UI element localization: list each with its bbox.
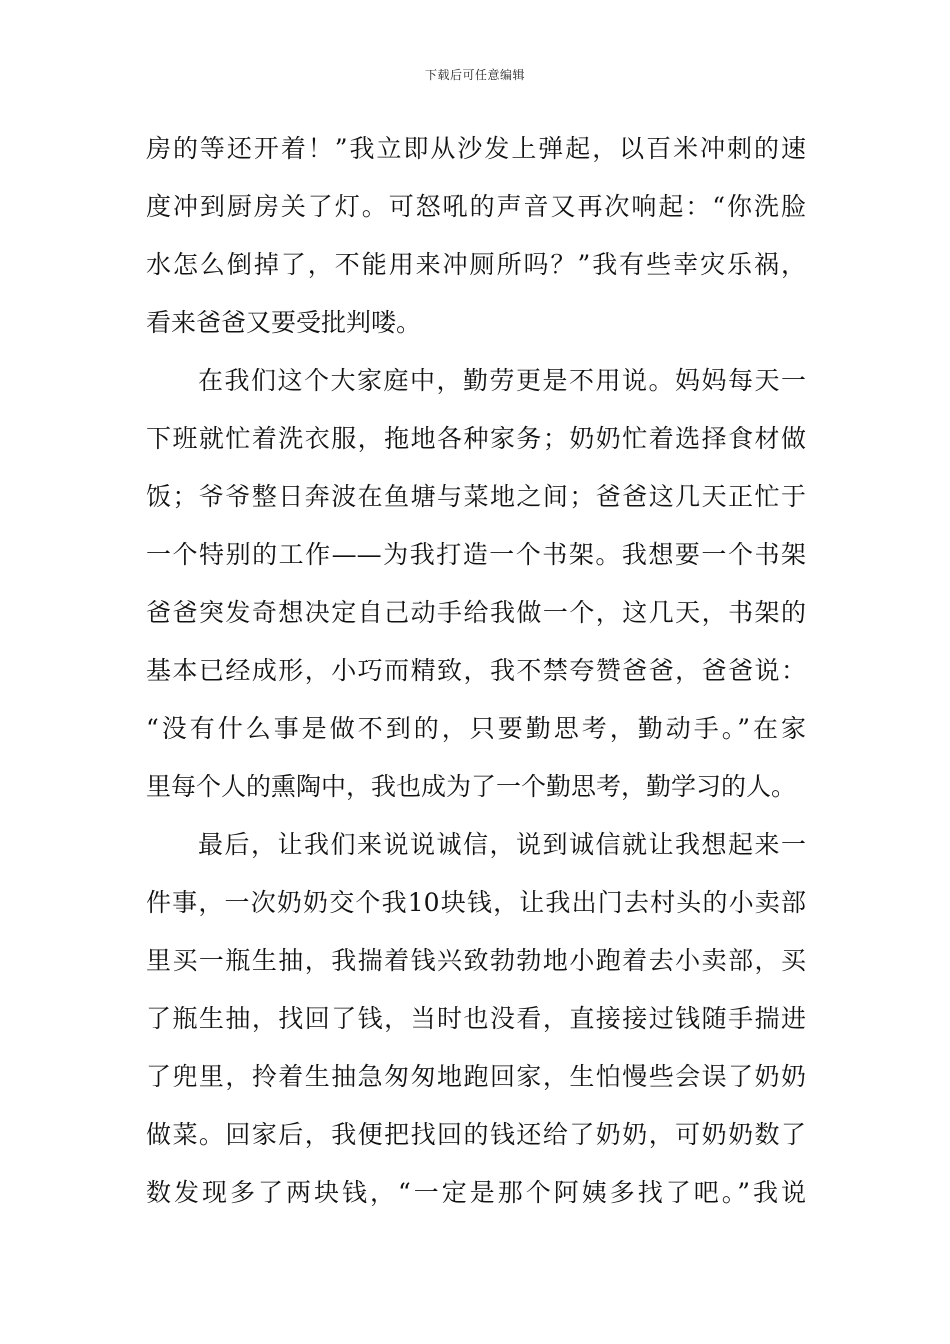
text-line: 房的等还开着！”我立即从沙发上弹起，以百米冲刺的速: [146, 134, 806, 163]
text-line: 看来爸爸又要受批判喽。: [146, 308, 422, 337]
text-line: 爸爸突发奇想决定自己动手给我做一个，这几天，书架的: [146, 598, 806, 627]
text-line: 基本已经成形，小巧而精致，我不禁夸赞爸爸，爸爸说：: [146, 656, 806, 685]
text-line: 水怎么倒掉了，不能用来冲厕所吗？”我有些幸灾乐祸，: [146, 250, 806, 279]
text-line: 在我们这个大家庭中，勤劳更是不用说。妈妈每天一: [198, 366, 806, 395]
text-line: 度冲到厨房关了灯。可怒吼的声音又再次响起：“你洗脸: [146, 192, 806, 221]
text-line: “没有什么事是做不到的，只要勤思考，勤动手。”在家: [146, 714, 806, 743]
text-line: 数发现多了两块钱，“一定是那个阿姨多找了吧。”我说: [146, 1178, 806, 1207]
text-line: 了兜里，拎着生抽急匆匆地跑回家，生怕慢些会误了奶奶: [146, 1062, 806, 1091]
text-line: 里每个人的熏陶中，我也成为了一个勤思考，勤学习的人。: [146, 772, 797, 801]
text-line: 做菜。回家后，我便把找回的钱还给了奶奶，可奶奶数了: [146, 1120, 806, 1149]
text-line: 下班就忙着洗衣服，拖地各种家务；奶奶忙着选择食材做: [146, 424, 806, 453]
document-body: [146, 120, 806, 1222]
page-header: 下载后可任意编辑: [424, 68, 525, 82]
text-line: 饭；爷爷整日奔波在鱼塘与菜地之间；爸爸这几天正忙于: [146, 482, 806, 511]
text-line: 里买一瓶生抽，我揣着钱兴致勃勃地小跑着去小卖部，买: [146, 946, 806, 975]
text-line: 最后，让我们来说说诚信，说到诚信就让我想起来一: [198, 830, 806, 859]
text-line: 件事，一次奶奶交个我10块钱，让我出门去村头的小卖部: [146, 888, 806, 917]
text-line: 了瓶生抽，找回了钱，当时也没看，直接接过钱随手揣进: [146, 1004, 806, 1033]
text-line: 一个特别的工作——为我打造一个书架。我想要一个书架: [146, 540, 806, 569]
